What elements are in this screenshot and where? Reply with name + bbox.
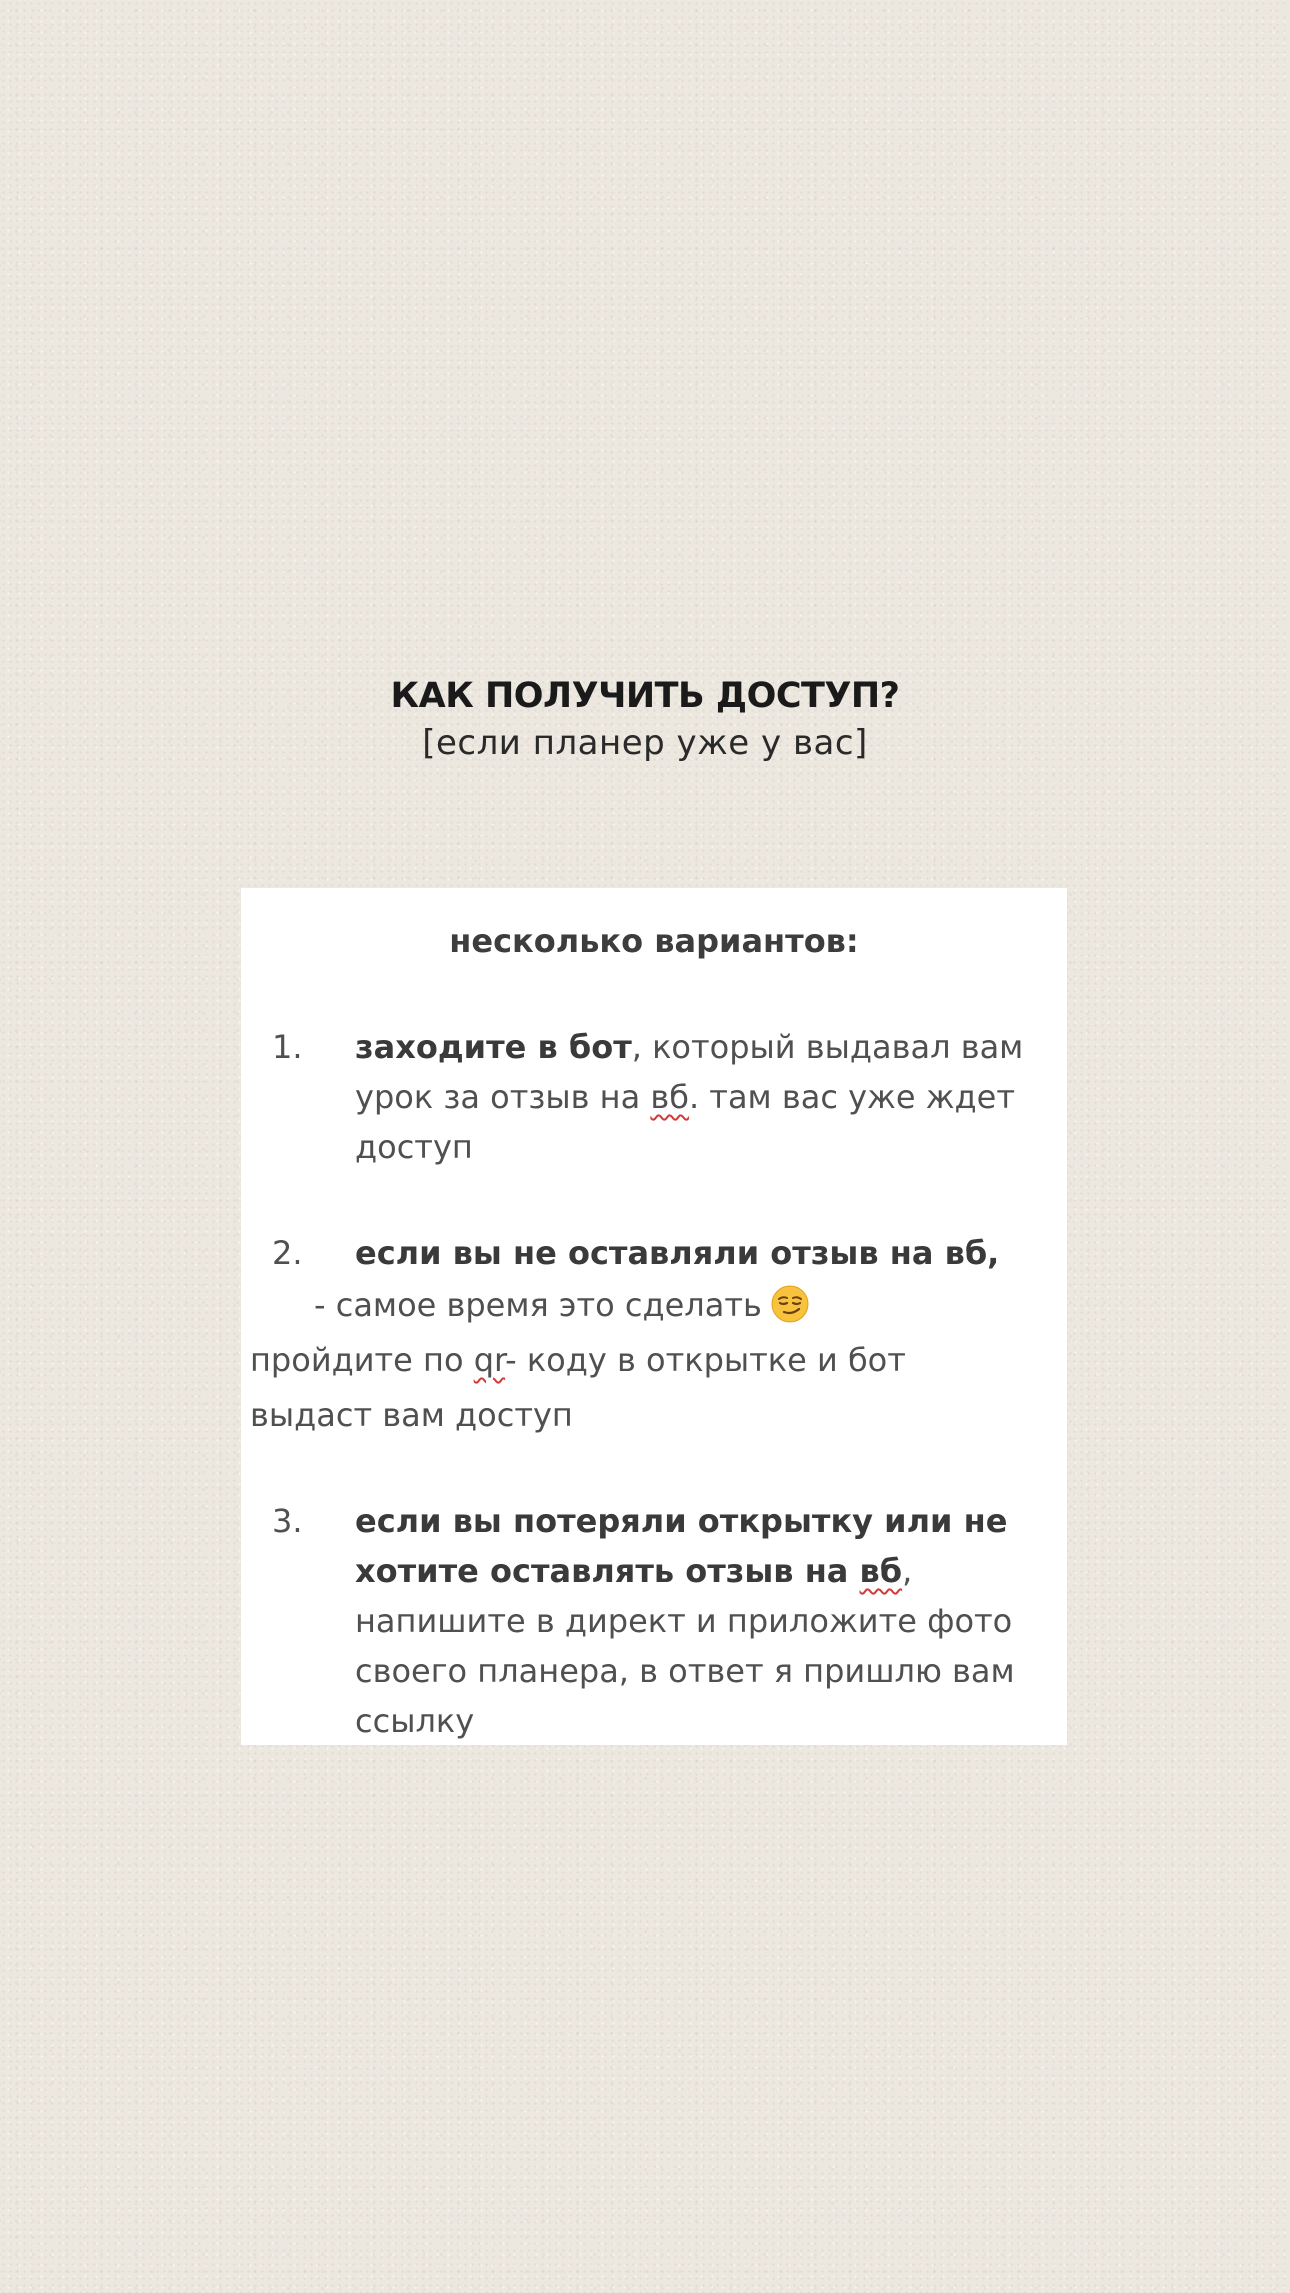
spellcheck-word: вб (859, 1552, 903, 1590)
header (0, 672, 1290, 766)
page-title: КАК ПОЛУЧИТЬ ДОСТУП? (390, 676, 900, 716)
option-2-line2-text: - самое время это сделать (314, 1286, 762, 1324)
option-2-line3 (250, 1335, 906, 1385)
option-3-rest: , напишите в директ и приложите фото своего планера, в ответ я пришлю вам ссылку (355, 1552, 1015, 1740)
option-1-text (355, 1022, 1047, 1172)
spellcheck-word: вб (650, 1078, 689, 1116)
option-2-line3-b: - коду в открытке и бот (505, 1341, 906, 1379)
page-subtitle: [если планер уже у вас] (422, 723, 868, 763)
option-2-line4: выдаст вам доступ (250, 1396, 573, 1434)
option-1 (272, 1022, 1047, 1172)
option-1-text-a: , который выдавал вам урок за отзыв на (355, 1028, 1024, 1116)
option-2-line2 (314, 1280, 810, 1330)
option-2-line3-a: пройдите по (250, 1341, 474, 1379)
option-2-bold: если вы не оставляли отзыв на вб, (355, 1234, 1000, 1272)
card-heading: несколько вариантов: (449, 922, 859, 960)
option-3-bold-a: если вы потеряли открытку или не хотите оставлять отзыв на (355, 1502, 1008, 1590)
instructions-card (241, 888, 1067, 1745)
option-1-bold: заходите в бот (355, 1028, 632, 1066)
option-3 (272, 1496, 1047, 1746)
option-2-title (355, 1228, 1047, 1278)
option-3-number: 3. (272, 1502, 303, 1540)
option-2 (272, 1228, 1047, 1278)
option-2-number: 2. (272, 1234, 303, 1272)
option-1-number: 1. (272, 1028, 303, 1066)
option-1-text-b: . там вас уже ждет доступ (355, 1078, 1015, 1166)
smirking-face-icon (770, 1284, 810, 1324)
option-3-text (355, 1496, 1047, 1746)
spellcheck-word: qr (473, 1341, 506, 1379)
